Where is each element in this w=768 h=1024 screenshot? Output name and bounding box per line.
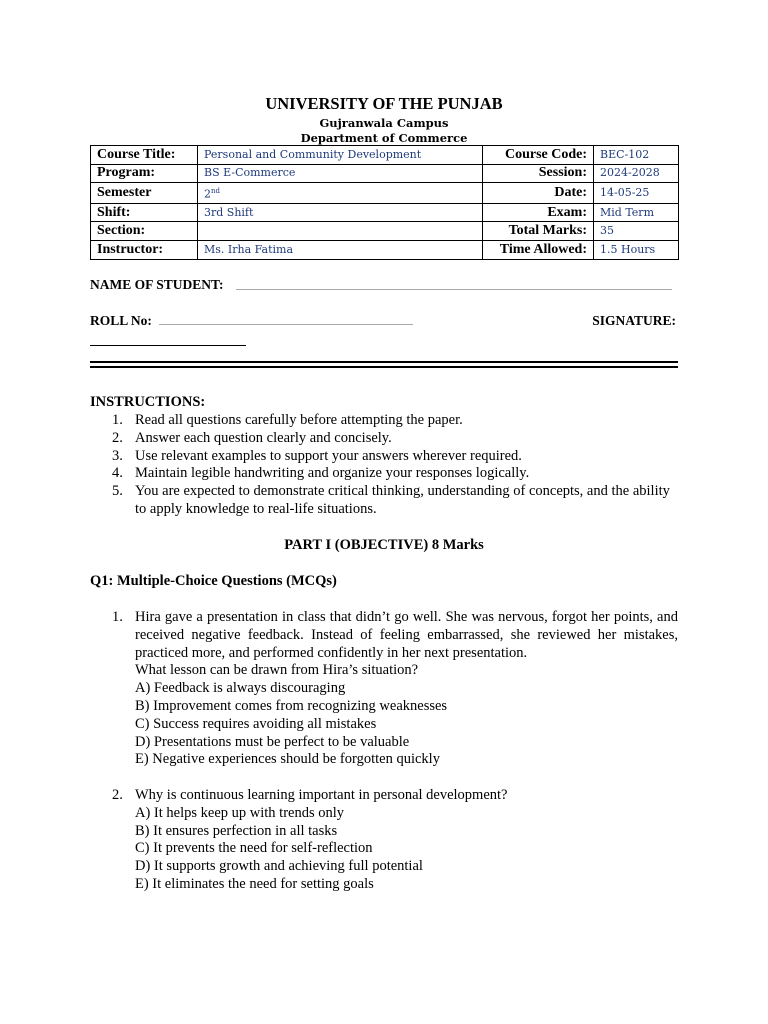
table-row <box>91 164 679 183</box>
course-title-label: Course Title: <box>91 146 198 165</box>
time-allowed-value: 1.5 Hours <box>594 241 679 260</box>
table-row <box>91 241 679 260</box>
option-c[interactable]: C) It prevents the need for self-reflection <box>135 840 373 857</box>
question-text: Hira gave a presentation in class that didn’t go well. She was nervous, forgot her points, and received negative feedback. Instead of feeling embarrassed, she reviewed her mistakes, practiced more, and performed confidently in her next presentation. <box>135 609 678 661</box>
course-code-value: BEC-102 <box>594 146 679 165</box>
list-item: 4. Maintain legible handwriting and organize your responses logically. <box>112 465 530 482</box>
option-a[interactable]: A) It helps keep up with trends only <box>135 804 345 821</box>
campus-name: Gujranwala Campus <box>319 116 449 130</box>
shift-value: 3rd Shift <box>198 203 483 222</box>
option-c[interactable]: C) Success requires avoiding all mistakes <box>135 715 377 732</box>
student-name-label: NAME OF STUDENT: <box>90 277 224 292</box>
instructions-list <box>90 412 678 519</box>
list-item: 1. Read all questions carefully before attempting the paper. <box>112 412 463 428</box>
question-1 <box>90 609 678 769</box>
instruction-text: Read all questions carefully before attempting the paper. <box>135 412 463 428</box>
university-name: UNIVERSITY OF THE PUNJAB <box>265 94 503 113</box>
list-item: 2. Why is continuous learning important in personal development? <box>112 787 508 803</box>
signature-field[interactable] <box>90 345 246 346</box>
shift-label: Shift: <box>91 203 198 222</box>
semester-value <box>198 183 483 204</box>
instruction-text: Maintain legible handwriting and organize your responses logically. <box>135 465 530 482</box>
time-allowed-label: Time Allowed: <box>483 241 594 260</box>
instruction-text: Answer each question clearly and concisely. <box>135 429 392 446</box>
instructor-label: Instructor: <box>91 241 198 260</box>
instruction-text: Use relevant examples to support your answers wherever required. <box>135 447 522 464</box>
department-name: Department of Commerce <box>300 131 468 145</box>
list-item: 5. You are expected to demonstrate critical thinking, understanding of concepts, and the ability to apply knowledge to real-life situations. <box>112 483 670 517</box>
roll-number-field[interactable] <box>159 324 413 325</box>
list-item: 3. Use relevant examples to support your answers wherever required. <box>112 447 522 464</box>
question-prompt: What lesson can be drawn from Hira’s situation? <box>135 662 419 679</box>
table-row <box>91 183 679 204</box>
q1-title: Q1: Multiple-Choice Questions (MCQs) <box>90 573 337 589</box>
course-code-label: Course Code: <box>483 146 594 165</box>
list-item: 1. Hira gave a presentation in class that didn’t go well. She was nervous, forgot her points, and received negative feedback. Instead of feeling embarrassed, she reviewed her mistakes, practiced more, and performed confidently in her next presentation. <box>112 609 678 661</box>
header-divider-top <box>90 361 678 363</box>
date-value: 14-05-25 <box>594 183 679 204</box>
option-d[interactable]: D) Presentations must be perfect to be valuable <box>135 733 410 750</box>
option-b[interactable]: B) It ensures perfection in all tasks <box>135 822 338 839</box>
question-text: Why is continuous learning important in personal development? <box>135 787 508 803</box>
signature-label: SIGNATURE: <box>592 313 676 328</box>
course-info-table <box>90 145 679 260</box>
semester-number: 2 <box>204 187 211 201</box>
option-d[interactable]: D) It supports growth and achieving full potential <box>135 858 423 875</box>
program-label: Program: <box>91 164 198 183</box>
part-title: PART I (OBJECTIVE) 8 Marks <box>284 537 484 553</box>
instructions-title: INSTRUCTIONS: <box>90 394 206 410</box>
course-title-value: Personal and Community Development <box>198 146 483 165</box>
program-value: BS E-Commerce <box>198 164 483 183</box>
option-a[interactable]: A) Feedback is always discouraging <box>135 680 346 697</box>
option-e[interactable]: E) Negative experiences should be forgotten quickly <box>135 751 440 768</box>
semester-suffix: nd <box>211 187 220 196</box>
session-label: Session: <box>483 164 594 183</box>
instructor-value: Ms. Irha Fatima <box>198 241 483 260</box>
table-row <box>91 222 679 241</box>
header-divider-bottom <box>90 366 678 368</box>
total-marks-label: Total Marks: <box>483 222 594 241</box>
option-b[interactable]: B) Improvement comes from recognizing weaknesses <box>135 697 448 714</box>
roll-number-label: ROLL No: <box>90 313 152 328</box>
section-label: Section: <box>91 222 198 241</box>
table-row <box>91 203 679 222</box>
section-value <box>198 222 483 241</box>
date-label: Date: <box>483 183 594 204</box>
session-value: 2024-2028 <box>594 164 679 183</box>
list-item: 2. Answer each question clearly and concisely. <box>112 429 392 446</box>
instruction-text: You are expected to demonstrate critical thinking, understanding of concepts, and the ability to apply knowledge to real-life situations. <box>135 483 670 517</box>
option-e[interactable]: E) It eliminates the need for setting goals <box>135 875 374 892</box>
table-row <box>91 146 679 165</box>
student-name-field[interactable] <box>236 289 672 290</box>
exam-label: Exam: <box>483 203 594 222</box>
question-2 <box>90 787 678 894</box>
semester-label: Semester <box>91 183 198 204</box>
total-marks-value: 35 <box>594 222 679 241</box>
exam-value: Mid Term <box>594 203 679 222</box>
